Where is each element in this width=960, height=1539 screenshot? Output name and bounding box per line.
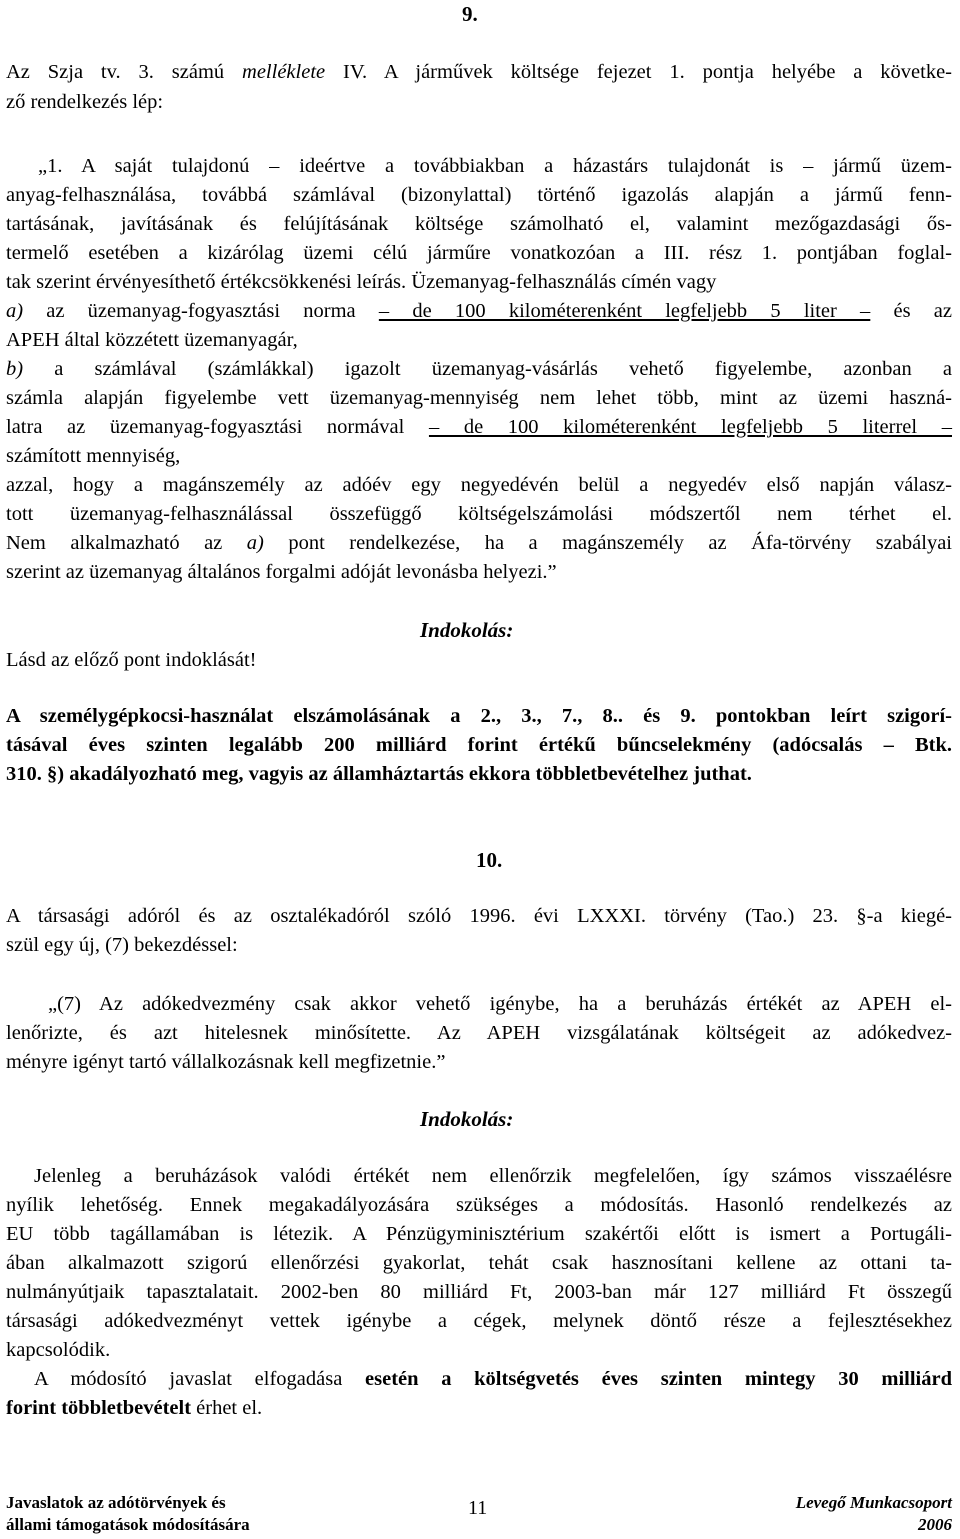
quote-line: lenőrizte, és azt hitelesnek minősítette. Az APEH vizsgálatának költségeit az adókedvez- xyxy=(6,1022,952,1044)
footer-right-line: 2006 xyxy=(918,1515,952,1534)
item-a-line: APEH által közzétett üzemanyagár, xyxy=(6,329,298,351)
paragraph-line: nulmányútjaik tapasztalatait. 2002-ben 80 milliárd Ft, 2003-ban már 127 milliárd Ft összegű xyxy=(6,1281,952,1303)
footer-left-line: állami támogatások módosítására xyxy=(6,1515,250,1534)
paragraph-line: azzal, hogy a magánszemély az adóév egy negyedévén belül a negyedév első napján válasz- xyxy=(6,474,952,496)
quote-line: tak szerint érvényesíthető értékcsökkenési leírás. Üzemanyag-felhasználás címén vagy xyxy=(6,271,717,293)
item-b-line: latra az üzemanyag-fogyasztási normával – de 100 kilométerenként legfeljebb 5 literrel – xyxy=(6,416,952,438)
paragraph-line: Nem alkalmazható az a) pont rendelkezése, ha a magánszemély az Áfa-törvény szabályai xyxy=(6,532,952,554)
conclusion-line: A személygépkocsi-használat elszámolásának a 2., 3., 7., 8.. és 9. pontokban leírt szigorí- xyxy=(6,705,952,727)
conclusion-line: tásával éves szinten legalább 200 milliárd forint értékű bűncselekmény (adócsalás – Btk. xyxy=(6,734,952,756)
paragraph-line: A társasági adóról és az osztalékadóról szóló 1996. évi LXXXI. törvény (Tao.) 23. §-a kiegé- xyxy=(6,905,952,927)
paragraph-line: kapcsolódik. xyxy=(6,1339,111,1361)
footer-left-line: Javaslatok az adótörvények és xyxy=(6,1493,226,1512)
conclusion-line: 310. §) akadályozható meg, vagyis az államháztartás ekkora többletbevételhez juthat. xyxy=(6,763,752,785)
quote-line: tartásának, javításának és felújításának költsége számolható el, valamint mezőgazdasági ős- xyxy=(6,213,952,235)
section-number: 10. xyxy=(476,848,503,872)
item-b-line: számított mennyiség, xyxy=(6,445,181,467)
quote-line: anyag-felhasználása, továbbá számlával (bizonylattal) történő igazolás alapján a jármű fenn- xyxy=(6,184,952,206)
justification-heading: Indokolás: xyxy=(420,618,514,642)
paragraph-line: társasági adókedvezményt vettek igénybe a cégek, melynek döntő része a fejlesztésekhez xyxy=(6,1310,952,1332)
quote-line: „(7) Az adókedvezmény csak akkor vehető igénybe, ha a beruházás értékét az APEH el- xyxy=(48,993,952,1015)
item-b-line: számla alapján figyelembe vett üzemanyag-mennyiség nem lehet több, mint az üzemi haszná- xyxy=(6,387,952,409)
page-number: 11 xyxy=(468,1497,488,1519)
paragraph-line: tott üzemanyag-felhasználással összefüggő költségelszámolási módszertől nem térhet el. xyxy=(6,503,952,525)
paragraph-line: ző rendelkezés lép: xyxy=(6,91,164,113)
quote-line: termelő esetében a kizárólag üzemi célú járműre vonatkozóan a III. rész 1. pontjában foglal- xyxy=(6,242,952,264)
quote-line: „1. A saját tulajdonú – ideértve a továbbiakban a házastárs tulajdonát is – jármű üzem- xyxy=(38,155,952,177)
paragraph-line: szül egy új, (7) bekezdéssel: xyxy=(6,934,238,956)
paragraph-line: EU több tagállamában is létezik. A Pénzügyminisztérium szakértői előtt is ismert a Portugáli- xyxy=(6,1223,952,1245)
paragraph-line: forint többletbevételt érhet el. xyxy=(6,1397,263,1419)
paragraph-line: szerint az üzemanyag általános forgalmi adóját levonásba helyezi.” xyxy=(6,561,557,583)
paragraph-line: ában alkalmazott szigorú ellenőrzési gyakorlat, tehát csak hasznosítani kellene az ottani ta- xyxy=(6,1252,952,1274)
quote-line: ményre igényt tartó vállalkozásnak kell megfizetnie.” xyxy=(6,1051,446,1073)
paragraph-line: Jelenleg a beruházások valódi értékét nem ellenőrzik megfelelően, így számos visszaélésre xyxy=(34,1165,952,1187)
justification-heading: Indokolás: xyxy=(420,1107,514,1131)
paragraph-line: Az Szja tv. 3. számú melléklete IV. A járművek költsége fejezet 1. pontja helyébe a követke- xyxy=(6,61,952,83)
footer-right-line: Levegő Munkacsoport xyxy=(795,1493,952,1512)
justification-text: Lásd az előző pont indoklását! xyxy=(6,649,257,671)
section-number: 9. xyxy=(462,2,478,26)
item-b-line: b) a számlával (számlákkal) igazolt üzemanyag-vásárlás vehető figyelembe, azonban a xyxy=(6,358,952,380)
paragraph-line: A módosító javaslat elfogadása esetén a költségvetés éves szinten mintegy 30 milliárd xyxy=(34,1368,952,1390)
paragraph-line: nyílik lehetőség. Ennek megakadályozására szükséges a módosítás. Hasonló rendelkezés az xyxy=(6,1194,952,1216)
item-a-line: a) az üzemanyag-fogyasztási norma – de 100 kilométerenként legfeljebb 5 liter – és az xyxy=(6,300,952,322)
